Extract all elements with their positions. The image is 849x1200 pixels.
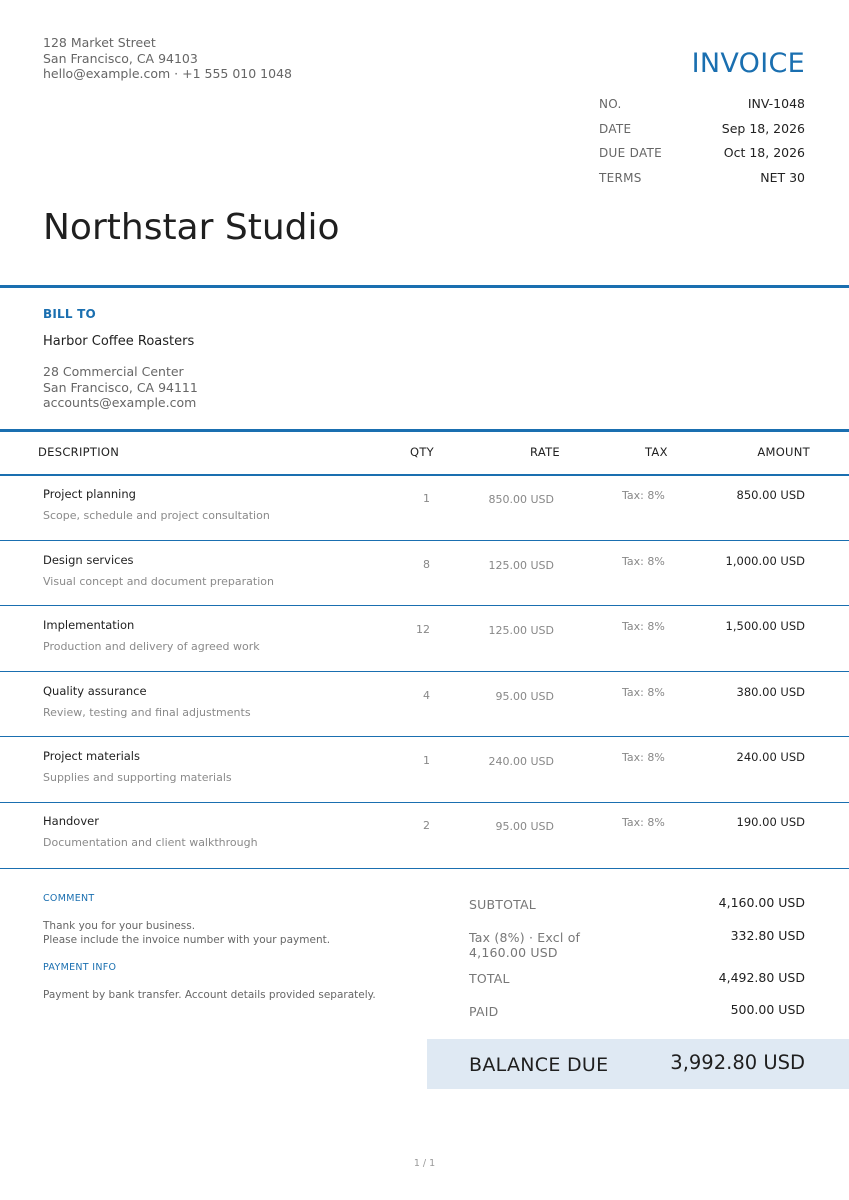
meta-row-date bbox=[599, 121, 805, 146]
meta-value: NET 30 bbox=[760, 169, 805, 185]
item-qty: 12 bbox=[416, 623, 430, 636]
item-name: Project materials bbox=[43, 749, 140, 763]
subtotal-label: SUBTOTAL bbox=[469, 897, 536, 912]
comment-line: Please include the invoice number with your payment. bbox=[43, 933, 331, 946]
comment-label: COMMENT bbox=[43, 893, 95, 904]
sender-address bbox=[43, 35, 292, 82]
item-name: Handover bbox=[43, 814, 99, 828]
item-rate: 850.00 USD bbox=[488, 493, 554, 506]
company-name: Northstar Studio bbox=[43, 207, 340, 248]
item-description: Documentation and client walkthrough bbox=[43, 836, 258, 849]
item-name: Design services bbox=[43, 553, 134, 567]
header-divider bbox=[0, 285, 849, 288]
paid-label: PAID bbox=[469, 1004, 499, 1019]
item-tax: Tax: 8% bbox=[622, 620, 665, 633]
table-row bbox=[0, 802, 849, 868]
item-tax: Tax: 8% bbox=[622, 686, 665, 699]
item-qty: 1 bbox=[423, 754, 430, 767]
item-description: Visual concept and document preparation bbox=[43, 575, 274, 588]
item-rate: 240.00 USD bbox=[488, 755, 554, 768]
item-tax: Tax: 8% bbox=[622, 751, 665, 764]
item-qty: 8 bbox=[423, 558, 430, 571]
item-name: Quality assurance bbox=[43, 684, 147, 698]
invoice-meta bbox=[599, 96, 805, 194]
bill-to-label: BILL TO bbox=[43, 307, 96, 321]
meta-row-terms bbox=[599, 170, 805, 195]
item-qty: 2 bbox=[423, 819, 430, 832]
column-header-amount: AMOUNT bbox=[757, 445, 810, 459]
meta-label: TERMS bbox=[599, 170, 642, 185]
item-tax: Tax: 8% bbox=[622, 555, 665, 568]
comment-line: Thank you for your business. bbox=[43, 920, 196, 932]
item-name: Project planning bbox=[43, 487, 136, 501]
item-description: Production and delivery of agreed work bbox=[43, 640, 260, 653]
item-tax: Tax: 8% bbox=[622, 816, 665, 829]
tax-label-line: Tax (8%) · Excl of bbox=[469, 930, 581, 945]
total-label: TOTAL bbox=[469, 971, 510, 986]
meta-value: Sep 18, 2026 bbox=[721, 120, 805, 136]
meta-row-due-date bbox=[599, 145, 805, 170]
item-rate: 95.00 USD bbox=[495, 690, 554, 703]
item-name: Implementation bbox=[43, 618, 135, 632]
item-amount: 1,500.00 USD bbox=[725, 619, 805, 633]
item-tax: Tax: 8% bbox=[622, 489, 665, 502]
item-description: Scope, schedule and project consultation bbox=[43, 509, 270, 522]
bill-to-street: 28 Commercial Center bbox=[43, 364, 184, 379]
tax-label bbox=[469, 930, 580, 960]
balance-due-label: BALANCE DUE bbox=[469, 1054, 609, 1076]
tax-value: 332.80 USD bbox=[730, 928, 805, 943]
meta-value: Oct 18, 2026 bbox=[723, 145, 805, 160]
item-amount: 380.00 USD bbox=[736, 685, 805, 699]
meta-label: DUE DATE bbox=[599, 146, 663, 160]
item-qty: 4 bbox=[423, 689, 430, 702]
item-amount: 1,000.00 USD bbox=[725, 554, 805, 568]
item-rate: 125.00 USD bbox=[488, 624, 554, 637]
item-description: Supplies and supporting materials bbox=[43, 771, 232, 784]
meta-label: DATE bbox=[599, 121, 632, 136]
item-rate: 125.00 USD bbox=[488, 559, 554, 572]
table-row bbox=[0, 475, 849, 541]
total-value: 4,492.80 USD bbox=[718, 970, 805, 985]
balance-due-value: 3,992.80 USD bbox=[670, 1051, 805, 1074]
item-qty: 1 bbox=[423, 492, 430, 505]
subtotal-value: 4,160.00 USD bbox=[718, 895, 805, 910]
item-amount: 190.00 USD bbox=[736, 815, 805, 829]
table-row bbox=[0, 541, 849, 607]
payment-info-label: PAYMENT INFO bbox=[43, 962, 117, 973]
column-header-qty: QTY bbox=[410, 445, 435, 459]
bill-to-city: San Francisco, CA 94111 bbox=[43, 379, 198, 395]
sender-city: San Francisco, CA 94103 bbox=[43, 50, 198, 66]
bill-to-email: accounts@example.com bbox=[43, 395, 197, 410]
column-header-tax: TAX bbox=[645, 445, 668, 459]
item-rate: 95.00 USD bbox=[495, 820, 554, 833]
bill-to-address bbox=[43, 364, 198, 411]
item-description: Review, testing and final adjustments bbox=[43, 706, 251, 719]
meta-label: NO. bbox=[599, 97, 622, 111]
column-header-description: DESCRIPTION bbox=[38, 445, 120, 459]
row-divider bbox=[0, 868, 849, 869]
item-amount: 850.00 USD bbox=[736, 488, 805, 502]
payment-info-text: Payment by bank transfer. Account details provided separately. bbox=[43, 989, 376, 1001]
table-row bbox=[0, 737, 849, 803]
meta-value: INV-1048 bbox=[747, 96, 805, 111]
comment-text bbox=[43, 920, 330, 947]
paid-value: 500.00 USD bbox=[730, 1002, 805, 1017]
table-row bbox=[0, 606, 849, 672]
column-header-rate: RATE bbox=[530, 445, 560, 459]
tax-label-line: 4,160.00 USD bbox=[469, 945, 558, 960]
invoice-title: INVOICE bbox=[691, 48, 805, 79]
sender-street: 128 Market Street bbox=[43, 35, 156, 50]
table-top-divider bbox=[0, 429, 849, 432]
balance-due-box bbox=[427, 1039, 849, 1089]
item-amount: 240.00 USD bbox=[736, 750, 805, 764]
meta-row-number bbox=[599, 96, 805, 121]
page-number: 1 / 1 bbox=[413, 1158, 436, 1169]
bill-to-name: Harbor Coffee Roasters bbox=[43, 334, 195, 349]
sender-contact: hello@example.com · +1 555 010 1048 bbox=[43, 66, 292, 81]
table-row bbox=[0, 672, 849, 738]
